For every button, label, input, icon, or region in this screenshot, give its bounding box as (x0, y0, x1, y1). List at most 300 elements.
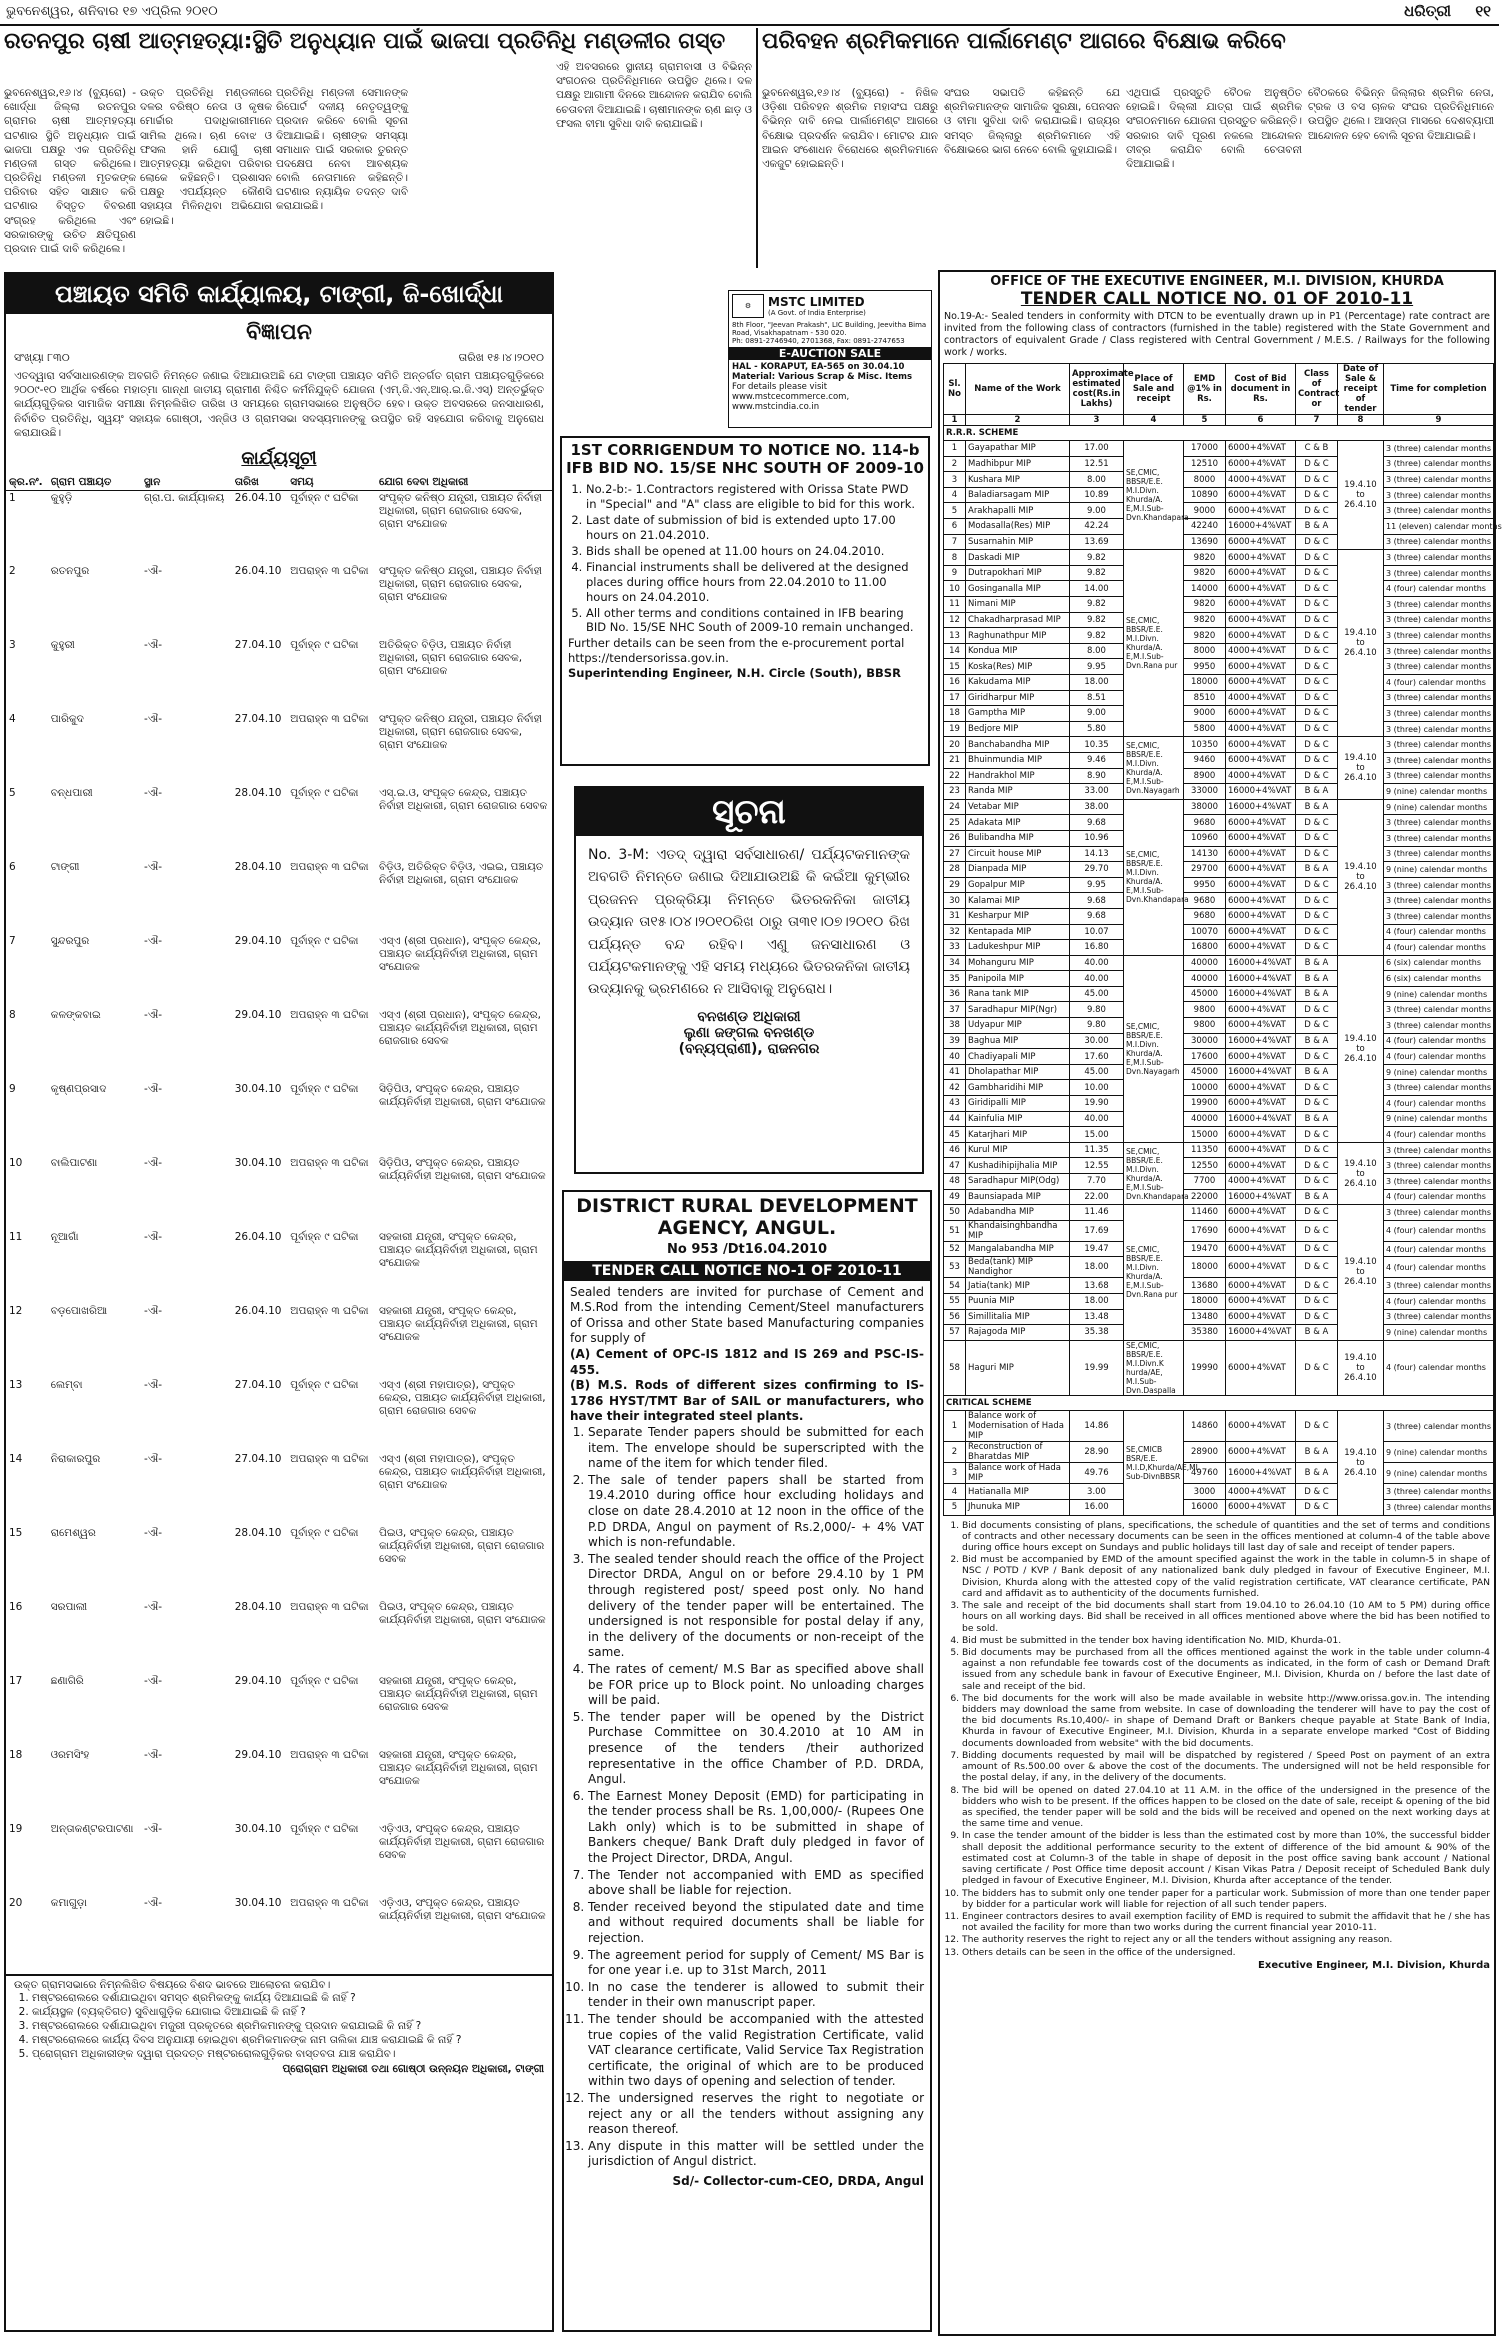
cell-time: 4 (four) calendar months (1384, 1241, 1494, 1257)
cell-cost: 18.00 (1070, 675, 1124, 691)
cell-bid: 6000+4%VAT (1226, 706, 1296, 722)
cell-cost: 15.00 (1070, 1127, 1124, 1143)
list-item: 11. The tender should be accompanied with the attested true copies of the valid Registration Certificate, valid VAT clearance certificate, Valid Service Tax Registration certificate, the original of which are to be produced within two days of opening and selection of tender. (588, 2012, 924, 2090)
schedule-cell-gp: କଳଙ୍କବାଇ (50, 1009, 101, 1022)
cell-place: SE,CMIC, BBSR/E.E. M.I.Divn. Khurda/A. E,M.I.Sub-Dvn.Khandapara (1124, 441, 1184, 550)
cell-sl: 48 (944, 1174, 966, 1190)
cell-place: SE,CMIC, BBSR/E.E. M.I.Divn. Khurda/A. E,M.I.Sub-Dvn.Rana pur (1124, 550, 1184, 737)
cell-bid: 6000+4%VAT (1226, 1411, 1296, 1442)
cell-cost: 10.07 (1070, 924, 1124, 940)
cell-sl: 2 (944, 456, 966, 472)
cell-name: Reconstruction of Bharatdas MIP (966, 1442, 1070, 1463)
cell-time: 3 (three) calendar months (1384, 659, 1494, 675)
cell-cost: 13.48 (1070, 1309, 1124, 1325)
cell-bid: 6000+4%VAT (1226, 893, 1296, 909)
emblem-icon: ⚙ (732, 294, 764, 318)
cell-emd: 10350 (1184, 737, 1226, 753)
cell-sl: 22 (944, 768, 966, 784)
cell-name: Koska(Res) MIP (966, 659, 1070, 675)
cell-sl: 4 (944, 487, 966, 503)
cell-name: Kushara MIP (966, 472, 1070, 488)
schedule-cell-official: ଅତିରିକ୍ତ ବିଡ଼ିଓ, ପଞ୍ଚାୟତ ନିର୍ବାହୀ ଅଧିକାରୀ, ଗ୍ରାମ ରୋଜଗାର ସେବକ, ଗ୍ରାମ ସଂଯୋଜକ (379, 639, 523, 678)
schedule-cell-date: 27.04.10 (234, 1453, 282, 1466)
cell-date: 19.4.10 to 26.4.10 (1338, 1340, 1384, 1395)
cell-emd: 49760 (1184, 1463, 1226, 1484)
cell-time: 4 (four) calendar months (1384, 1127, 1494, 1143)
cell-sl: 49 (944, 1189, 966, 1205)
cell-class: D & C (1296, 503, 1338, 519)
table-row (6, 564, 552, 638)
cell-class: D & C (1296, 737, 1338, 753)
cell-sl: 57 (944, 1325, 966, 1341)
schedule-cell-place: -ଐ- (143, 1601, 163, 1614)
cell-bid: 6000+4%VAT (1226, 1127, 1296, 1143)
cell-emd: 9460 (1184, 752, 1226, 768)
table-row (6, 638, 552, 712)
cell-emd: 19900 (1184, 1096, 1226, 1112)
table-row (6, 1674, 552, 1748)
cell-time: 11 (eleven) calendar months (1384, 519, 1494, 535)
story1-col4: ଏହି ଅବସରରେ ସ୍ଥାନୀୟ ଗ୍ରାମବାସୀ ଓ ବିଭିନ୍ନ ସଂଗଠନର ପ୍ରତିନିଧିମାନେ ଉପସ୍ଥିତ ଥିଲେ। ଦଳ ପକ୍ଷରୁ ଆଗାମୀ ଦିନରେ ଆନ୍ଦୋଳନ କରାଯିବ ବୋଲି ଚେତାବନୀ ଦିଆଯାଇଛି। ଚାଷୀମାନଙ୍କ ଋଣ ଛାଡ଼ ଓ ଫସଲ ବୀମା ସୁବିଧା ଦାବି କରାଯାଇଛି। (556, 61, 752, 130)
cell-name: Kakudama MIP (966, 675, 1070, 691)
schedule-cell-date: 27.04.10 (234, 639, 282, 652)
cell-name: Baghua MIP (966, 1033, 1070, 1049)
schedule-cell-n: 6 (9, 861, 16, 874)
table-row (944, 472, 1494, 488)
cell-sl: 38 (944, 1018, 966, 1034)
cell-bid: 6000+4%VAT (1226, 1442, 1296, 1463)
cell-name: Baunsiapada MIP (966, 1189, 1070, 1205)
schedule-cell-place: -ଐ- (143, 861, 163, 874)
corr-list (568, 482, 922, 635)
schedule-cell-n: 3 (9, 639, 16, 652)
cell-class: D & C (1296, 940, 1338, 956)
cell-name: Beda(tank) MIP Nandighor (966, 1257, 1070, 1278)
tender-col-number: 1 (944, 414, 966, 425)
tender-col-header: Time for completion (1384, 363, 1494, 414)
schedule-cell-place: -ଐ- (143, 1823, 163, 1836)
cell-class: D & C (1296, 534, 1338, 550)
cell-bid: 6000+4%VAT (1226, 1220, 1296, 1241)
cell-name: Nimani MIP (966, 597, 1070, 613)
cell-emd: 5800 (1184, 721, 1226, 737)
cell-class: D & C (1296, 877, 1338, 893)
cell-sl: 30 (944, 893, 966, 909)
table-row (944, 1484, 1494, 1500)
cell-time: 3 (three) calendar months (1384, 830, 1494, 846)
cell-cost: 9.68 (1070, 908, 1124, 924)
list-item: 2. The sale of tender papers shall be started from 19.4.2010 during office hour excluding holidays and close on date 28.4.2010 at 12 noon in the office of the P.D DRDA, Angul on payment of Rs.2,000/- + 4% VAT which is non-refundable. (588, 1473, 924, 1551)
list-item: 3. Bids shall be opened at 11.00 hours on 24.04.2010. (586, 544, 922, 559)
cell-sl: 41 (944, 1064, 966, 1080)
cell-sl: 34 (944, 955, 966, 971)
cell-time: 4 (four) calendar months (1384, 675, 1494, 691)
cell-emd: 40000 (1184, 1111, 1226, 1127)
cell-cost: 9.82 (1070, 597, 1124, 613)
cell-name: Kurul MIP (966, 1142, 1070, 1158)
cell-time: 3 (three) calendar months (1384, 1484, 1494, 1500)
cell-bid: 6000+4%VAT (1226, 1293, 1296, 1309)
cell-bid: 6000+4%VAT (1226, 846, 1296, 862)
cell-sl: 2 (944, 1442, 966, 1463)
schedule-cell-n: 5 (9, 787, 16, 800)
table-row (944, 487, 1494, 503)
schedule-cell-n: 15 (9, 1527, 23, 1540)
story1-col1: ଭୁବନେଶ୍ୱର,୧୬।୪ (ବ୍ୟୁରୋ) - ଖୋର୍ଦ୍ଧା ଜିଲ୍ଲା ରତନପୁର ଗ୍ରାମର ଚାଷୀ ଆତ୍ମହତ୍ୟା ଘଟଣାର ସ୍ଥିତି ଅନୁଧ୍ୟାନ ପାଇଁ ଭାଜପା ପକ୍ଷରୁ ଏକ ପ୍ରତିନିଧି ମଣ୍ଡଳୀ ଗସ୍ତ କରିଥିଲେ। ପ୍ରତିନିଧି ମଣ୍ଡଳୀ ମୃତକଙ୍କ ପରିବାର ସହିତ ସାକ୍ଷାତ କରି ଘଟଣାର ବିସ୍ତୃତ ବିବରଣୀ ସଂଗ୍ରହ କରିଥିଲେ ଏବଂ ସରକାରଙ୍କୁ ଉଚିତ କ୍ଷତିପୂରଣ ପ୍ରଦାନ ପାଇଁ ଦାବି କରିଥିଲେ। (4, 87, 136, 255)
table-row (944, 737, 1494, 753)
cell-bid: 6000+4%VAT (1226, 815, 1296, 831)
list-item: 8. The bid will be opened on dated 27.04.10 at 11 A.M. in the office of the undersigned in the presence of the bidders who wish to be present. If the offices happen to be closed on the date of sale, receipt & opening of the bid as specified, the tender paper will be sold and the bids will be received and opened on the next working days at the same time and venue. (962, 1785, 1490, 1830)
table-row (944, 1442, 1494, 1463)
table-row (944, 1142, 1494, 1158)
schedule-cell-place: -ଐ- (143, 713, 163, 726)
cell-cost: 40.00 (1070, 1111, 1124, 1127)
table-row (944, 815, 1494, 831)
cell-class: D & C (1296, 1278, 1338, 1294)
cell-sl: 3 (944, 1463, 966, 1484)
cell-name: Kentapada MIP (966, 924, 1070, 940)
list-item: 1. Separate Tender papers should be submitted for each item. The envelope should be superscripted with the name of the item for which tender filed. (588, 1425, 924, 1472)
cell-cost: 12.51 (1070, 456, 1124, 472)
cell-bid: 16000+4%VAT (1226, 1064, 1296, 1080)
schedule-col-header: ସମୟ (287, 475, 376, 491)
table-row (944, 986, 1494, 1002)
mstc-company: MSTC LIMITED (768, 295, 865, 309)
cell-bid: 4000+4%VAT (1226, 1484, 1296, 1500)
cell-cost: 9.46 (1070, 752, 1124, 768)
schedule-table (6, 475, 552, 1971)
list-item: 12. The authority reserves the right to reject any or all the tenders without assigning any reason. (962, 1934, 1490, 1945)
drda-title: DISTRICT RURAL DEVELOPMENT AGENCY, ANGUL. (576, 1195, 918, 1239)
ee-office: OFFICE OF THE EXECUTIVE ENGINEER, M.I. DIVISION, KHURDA (990, 274, 1444, 289)
drda-ref: No 953 /Dt16.04.2010 (667, 1241, 827, 1257)
cell-name: Udyapur MIP (966, 1018, 1070, 1034)
panchayat-notice (4, 272, 554, 2332)
suchana-sign1: ବନଖଣ୍ଡ ଅଧିକାରୀ (697, 1008, 801, 1025)
schedule-title: କାର୍ଯ୍ୟସୂଚୀ (241, 447, 317, 469)
panchayat-signature: ପ୍ରୋଗ୍ରାମ ଅଧିକାରୀ ତଥା ଗୋଷ୍ଠୀ ଉନ୍ନୟନ ଅଧିକାରୀ, ଟାଙ୍ଗୀ (282, 2063, 544, 2076)
cell-bid: 6000+4%VAT (1226, 1158, 1296, 1174)
cell-sl: 9 (944, 565, 966, 581)
section-row (944, 1395, 1494, 1411)
schedule-cell-gp: କୁହୁଡ଼ି (50, 491, 73, 504)
cell-time: 3 (three) calendar months (1384, 846, 1494, 862)
tender-col-number: 4 (1124, 414, 1184, 425)
cell-bid: 4000+4%VAT (1226, 690, 1296, 706)
cell-bid: 6000+4%VAT (1226, 675, 1296, 691)
cell-bid: 6000+4%VAT (1226, 737, 1296, 753)
table-row (944, 643, 1494, 659)
table-row (944, 441, 1494, 457)
table-row (944, 862, 1494, 878)
cell-emd: 19470 (1184, 1241, 1226, 1257)
cell-name: Khandaisinghbandha MIP (966, 1220, 1070, 1241)
table-row (944, 565, 1494, 581)
schedule-cell-n: 19 (9, 1823, 23, 1836)
schedule-cell-n: 20 (9, 1897, 23, 1910)
column-rule (756, 28, 758, 268)
drda-intro: Sealed tenders are invited for purchase of Cement and M.S.Rod from the intending Cement/Steel manufacturers of Orissa and other State based Manufacturing companies for supply of (570, 1284, 924, 1346)
list-item: 13. Any dispute in this matter will be settled under the jurisdiction of Angul district. (588, 2139, 924, 2170)
tender-col-header: Date of Sale & receipt of tender (1338, 363, 1384, 414)
table-row (6, 786, 552, 860)
cell-cost: 9.68 (1070, 815, 1124, 831)
table-row (6, 1378, 552, 1452)
cell-bid: 6000+4%VAT (1226, 1002, 1296, 1018)
cell-name: Bhuinmundia MIP (966, 752, 1070, 768)
cell-date: 19.4.10 to 26.4.10 (1338, 1142, 1384, 1204)
cell-sl: 19 (944, 721, 966, 737)
schedule-cell-place: -ଐ- (143, 1527, 163, 1540)
cell-sl: 12 (944, 612, 966, 628)
cell-emd: 14000 (1184, 581, 1226, 597)
cell-emd: 40000 (1184, 955, 1226, 971)
cell-class: B & A (1296, 1189, 1338, 1205)
cell-cost: 11.35 (1070, 1142, 1124, 1158)
list-item: 4. Financial instruments shall be delivered at the designed places during office hours from 22.04.2010 to 11.00 hours on 24.04.2010. (586, 560, 922, 605)
cell-class: B & A (1296, 784, 1338, 800)
cell-sl: 26 (944, 830, 966, 846)
cell-class: D & C (1296, 550, 1338, 566)
ee-tender-notice (938, 270, 1502, 2336)
list-item: 11. Engineer contractors desires to avail exemption facility of EMD is required to submit the affidavit that he / she has not availed the facility for more than two works during the current financial year 2010-11. (962, 1911, 1490, 1933)
schedule-cell-official: ପିଇଓ, ସଂପୃକ୍ତ କେନ୍ଦ୍ର, ପଞ୍ଚାୟତ କାର୍ଯ୍ୟନିର୍ବାହୀ ଅଧିକାରୀ, ଗ୍ରାମ ରୋଜଗାର ସେବକ (379, 1527, 545, 1566)
cell-class: D & C (1296, 1309, 1338, 1325)
list-item: 8. Tender received beyond the stipulated date and time and without required documents shall be liable for rejection. (588, 1900, 924, 1947)
cell-bid: 6000+4%VAT (1226, 1257, 1296, 1278)
cell-class: D & C (1296, 830, 1338, 846)
cell-time: 4 (four) calendar months (1384, 1257, 1494, 1278)
cell-name: Balance work of Modernisation of Hada MIP (966, 1411, 1070, 1442)
cell-emd: 9680 (1184, 893, 1226, 909)
list-item: 10. The bidders has to submit only one tender paper for a particular work. Submission of more than one tender paper by bidder for a particular work will liable for rejection of all such tender papers. (962, 1888, 1490, 1910)
mstc-address: 8th Floor, "Jeevan Prakash", LIC Building, Jeevitha Bima Road, Visakhapatnam - 530 020. (732, 321, 927, 337)
schedule-cell-n: 16 (9, 1601, 23, 1614)
cell-sl: 37 (944, 1002, 966, 1018)
cell-name: Puunia MIP (966, 1293, 1070, 1309)
cell-class: B & A (1296, 955, 1338, 971)
table-row (944, 1189, 1494, 1205)
schedule-cell-gp: ନିରାକାରପୁର (50, 1453, 101, 1466)
cell-name: Raghunathpur MIP (966, 628, 1070, 644)
table-row (944, 706, 1494, 722)
list-item: 3. The sale and receipt of the bid documents shall start from 19.04.10 to 26.04.10 (10 AM to 5 PM) during office hours on all working days. Bid shall be received in all offices mentioned above where the bid has been notified to be sold. (962, 1600, 1490, 1634)
drda-item-a: (A) Cement of OPC-IS 1812 and IS 269 and PSC-IS-455. (570, 1347, 924, 1377)
cell-cost: 14.00 (1070, 581, 1124, 597)
cell-bid: 6000+4%VAT (1226, 940, 1296, 956)
cell-sl: 53 (944, 1257, 966, 1278)
cell-time: 6 (six) calendar months (1384, 955, 1494, 971)
table-row (944, 940, 1494, 956)
cell-sl: 4 (944, 1484, 966, 1500)
panchayat-intro: ଏତଦ୍ୱାରା ସର୍ବସାଧାରଣଙ୍କ ଅବଗତି ନିମନ୍ତେ ଜଣାଇ ଦିଆଯାଉଅଛି ଯେ ଟାଙ୍ଗୀ ପଞ୍ଚାୟତ ସମିତି ଅନ୍ତର୍ଗତ ଗ୍ରାମ ପଞ୍ଚାୟତଗୁଡ଼ିକରେ ୨୦୦୯-୧୦ ଆର୍ଥିକ ବର୍ଷରେ ମହାତ୍ମା ଗାନ୍ଧୀ ଜାତୀୟ ଗ୍ରାମୀଣ ନିଶ୍ଚିତ କର୍ମନିଯୁକ୍ତି ଯୋଜନା (ଏମ୍.ଜି.ଏନ୍.ଆର୍.ଇ.ଜି.ଏସ୍) ଅନ୍ତର୍ଭୁକ୍ତ କାର୍ଯ୍ୟଗୁଡ଼ିକର ସାମାଜିକ ସମୀକ୍ଷା ନିମ୍ନଲିଖିତ ତାରିଖ ଓ ସମୟରେ ଗ୍ରାମସଭାରେ ଅନୁଷ୍ଠିତ ହେବ। ଉକ୍ତ ଅବସରରେ ଜନସାଧାରଣ, ନିର୍ବାଚିତ ପ୍ରତିନିଧି, ସ୍ୱୟଂ ସହାୟକ ଗୋଷ୍ଠୀ, ଏନ୍‌ଜିଓ ଓ ଗ୍ରାମସଭା ସଦସ୍ୟମାନଙ୍କୁ ଉପସ୍ଥିତ ରହି ସହଯୋଗ କରିବାକୁ ଅନୁରୋଧ କରାଯାଉଛି। (14, 370, 544, 439)
cell-name: Daskadi MIP (966, 550, 1070, 566)
cell-emd: 18000 (1184, 675, 1226, 691)
cell-class: D & C (1296, 1142, 1338, 1158)
cell-time: 3 (three) calendar months (1384, 456, 1494, 472)
schedule-cell-time: ଅପରାହ୍ନ ୩ ଘଟିକା (290, 1157, 369, 1170)
cell-bid: 6000+4%VAT (1226, 628, 1296, 644)
table-row (944, 1158, 1494, 1174)
cell-sl: 1 (944, 441, 966, 457)
schedule-cell-time: ଅପରାହ୍ନ ୩ ଘଟିକା (290, 1749, 369, 1762)
cell-sl: 42 (944, 1080, 966, 1096)
cell-date: 19.4.10 to 26.4.10 (1338, 799, 1384, 955)
cell-sl: 56 (944, 1309, 966, 1325)
table-row (944, 628, 1494, 644)
cell-class: D & C (1296, 1499, 1338, 1515)
story2-headline: ପରିବହନ ଶ୍ରମିକମାନେ ପାର୍ଲାମେଣ୍ଟ ଆଗରେ ବିକ୍ଷୋଭ କରିବେ (762, 29, 1286, 54)
table-row (944, 1064, 1494, 1080)
ee-notes-list (944, 1520, 1490, 1958)
cell-time: 9 (nine) calendar months (1384, 1064, 1494, 1080)
schedule-cell-time: ଅପରାହ୍ନ ୩ ଘଟିକା (290, 565, 369, 578)
table-row (944, 752, 1494, 768)
cell-sl: 16 (944, 675, 966, 691)
cell-emd: 10890 (1184, 487, 1226, 503)
list-item: 10. In no case the tenderer is allowed to submit their tender in their own manuscript paper. (588, 1980, 924, 2011)
cell-bid: 6000+4%VAT (1226, 1018, 1296, 1034)
schedule-cell-n: 4 (9, 713, 16, 726)
cell-class: D & C (1296, 1127, 1338, 1143)
table-row (6, 1230, 552, 1304)
cell-class: B & A (1296, 1325, 1338, 1341)
cell-emd: 9000 (1184, 706, 1226, 722)
schedule-cell-date: 28.04.10 (234, 1601, 282, 1614)
cell-class: D & C (1296, 1241, 1338, 1257)
cell-emd: 11460 (1184, 1205, 1226, 1221)
cell-cost: 19.90 (1070, 1096, 1124, 1112)
cell-cost: 16.00 (1070, 1499, 1124, 1515)
cell-emd: 9820 (1184, 550, 1226, 566)
cell-time: 9 (nine) calendar months (1384, 862, 1494, 878)
cell-time: 3 (three) calendar months (1384, 1309, 1494, 1325)
cell-sl: 5 (944, 1499, 966, 1515)
cell-emd: 9820 (1184, 565, 1226, 581)
cell-sl: 52 (944, 1241, 966, 1257)
cell-time: 3 (three) calendar months (1384, 1080, 1494, 1096)
cell-time: 4 (four) calendar months (1384, 1033, 1494, 1049)
tender-col-header: Approximate estimated cost(Rs.in Lakhs) (1070, 363, 1124, 414)
cell-cost: 8.51 (1070, 690, 1124, 706)
cell-time: 3 (three) calendar months (1384, 815, 1494, 831)
schedule-col-header: କ୍ର.ନଂ. (6, 475, 48, 491)
cell-sl: 1 (944, 1411, 966, 1442)
ee-intro: No.19-A:- Sealed tenders in conformity with DTCN to be eventually drawn up in P1 (Percentage) rate contract are invited from the following class of contractors (furnished in the table) registered with the State Government and contractors of equivalent Grade / Class registered with Central Government / M.E.S. / Railways for the following work / works. (944, 311, 1490, 358)
cell-bid: 6000+4%VAT (1226, 908, 1296, 924)
cell-cost: 14.13 (1070, 846, 1124, 862)
cell-time: 3 (three) calendar months (1384, 1411, 1494, 1442)
mstc-line1: HAL - KORAPUT, EA-565 on 30.04.10 Material: Various Scrap & Misc. Items (732, 362, 913, 382)
cell-emd: 9950 (1184, 877, 1226, 893)
cell-name: Madhibpur MIP (966, 456, 1070, 472)
cell-cost: 28.90 (1070, 1442, 1124, 1463)
cell-emd: 9680 (1184, 815, 1226, 831)
table-row (6, 860, 552, 934)
cell-sl: 18 (944, 706, 966, 722)
schedule-col-header: ଯୋଗ ଦେବା ଅଧିକାରୀ (376, 475, 552, 491)
cell-class: B & A (1296, 1463, 1338, 1484)
table-row (6, 934, 552, 1008)
cell-emd: 17690 (1184, 1220, 1226, 1241)
schedule-cell-place: -ଐ- (143, 639, 163, 652)
schedule-cell-place: -ଐ- (143, 1379, 163, 1392)
cell-name: Circuit house MIP (966, 846, 1070, 862)
schedule-cell-official: ବିଡ଼ିଓ, ଅତିରିକ୍ତ ବିଡ଼ିଓ, ଏଇଇ, ପଞ୍ଚାୟତ ନିର୍ବାହୀ ଅଧିକାରୀ, ଗ୍ରାମ ସଂଯୋଜକ (379, 861, 544, 887)
schedule-cell-time: ଅପରାହ୍ନ ୩ ଘଟିକା (290, 861, 369, 874)
schedule-cell-n: 7 (9, 935, 16, 948)
dateline: ଭୁବନେଶ୍ୱର, ଶନିବାର ୧୭ ଏପ୍ରିଲ ୨୦୧୦ (6, 4, 218, 19)
tender-col-number: 6 (1226, 414, 1296, 425)
cell-time: 3 (three) calendar months (1384, 550, 1494, 566)
cell-date: 19.4.10 to 26.4.10 (1338, 550, 1384, 737)
schedule-cell-place: -ଐ- (143, 1157, 163, 1170)
cell-sl: 51 (944, 1220, 966, 1241)
table-row (944, 597, 1494, 613)
cell-bid: 4000+4%VAT (1226, 768, 1296, 784)
cell-class: D & C (1296, 597, 1338, 613)
table-row (944, 1096, 1494, 1112)
schedule-cell-official: ସହକାରୀ ଯନ୍ତ୍ରୀ, ସଂପୃକ୍ତ କେନ୍ଦ୍ର, ପଞ୍ଚାୟତ କାର୍ଯ୍ୟନିର୍ବାହୀ ଅଧିକାରୀ, ଗ୍ରାମ ସଂଯୋଜକ (379, 1305, 538, 1344)
table-row (6, 490, 552, 564)
cell-time: 3 (three) calendar months (1384, 1499, 1494, 1515)
cell-sl: 35 (944, 971, 966, 987)
cell-time: 3 (three) calendar months (1384, 752, 1494, 768)
schedule-cell-place: -ଐ- (143, 1675, 163, 1688)
schedule-cell-date: 28.04.10 (234, 1527, 282, 1540)
list-item: 2. କାର୍ଯ୍ୟସ୍ଥଳ (ବ୍ୟକ୍ତିଗତ) ସୁବିଧାଗୁଡ଼ିକ ଯୋଗାଇ ଦିଆଯାଇଛି କି ନାହିଁ ? (32, 2006, 544, 2019)
cell-time: 4 (four) calendar months (1384, 581, 1494, 597)
cell-sl: 5 (944, 503, 966, 519)
cell-cost: 18.00 (1070, 1293, 1124, 1309)
cell-name: Haguri MIP (966, 1340, 1070, 1395)
cell-bid: 4000+4%VAT (1226, 472, 1296, 488)
cell-bid: 16000+4%VAT (1226, 784, 1296, 800)
cell-class: B & A (1296, 1064, 1338, 1080)
cell-bid: 6000+4%VAT (1226, 1142, 1296, 1158)
cell-sl: 54 (944, 1278, 966, 1294)
cell-name: Mohanguru MIP (966, 955, 1070, 971)
story1-col2: ଉକ୍ତ ପ୍ରତିନିଧି ମଣ୍ଡଳୀରେ ଦଳର ବରିଷ୍ଠ ନେତା ଓ କୃଷକ ମୋର୍ଚ୍ଚାର ପଦାଧିକାରୀମାନେ ସାମିଲ ଥିଲେ। ଋଣ ବୋଝ ଓ ଫସଲ ହାନି ଯୋଗୁଁ ଚାଷୀ ଆତ୍ମହତ୍ୟା କରିଥିବା ପରିବାର ଲୋକେ କହିଛନ୍ତି। ପ୍ରଶାସନ ପକ୍ଷରୁ ଏପର୍ଯ୍ୟନ୍ତ କୌଣସି ସହାୟତା ମିଳିନଥିବା ଅଭିଯୋଗ ହୋଇଛି। (140, 87, 272, 227)
cell-time: 3 (three) calendar months (1384, 612, 1494, 628)
schedule-cell-place: -ଐ- (143, 935, 163, 948)
cell-name: Kesharpur MIP (966, 908, 1070, 924)
schedule-cell-official: ସହକାରୀ ଯନ୍ତ୍ରୀ, ସଂପୃକ୍ତ କେନ୍ଦ୍ର, ପଞ୍ଚାୟତ କାର୍ଯ୍ୟନିର୍ବାହୀ ଅଧିକାରୀ, ଗ୍ରାମ ରୋଜଗାର ସେବକ (379, 1675, 538, 1714)
table-row (6, 1526, 552, 1600)
schedule-cell-place: ଗ୍ରା.ପ. କାର୍ଯ୍ୟାଳୟ (143, 491, 225, 504)
cell-name: Dholapathar MIP (966, 1064, 1070, 1080)
drda-notice (562, 1190, 932, 2332)
cell-class: D & C (1296, 1174, 1338, 1190)
schedule-cell-date: 26.04.10 (234, 491, 282, 504)
cell-class: D & C (1296, 846, 1338, 862)
cell-cost: 19.99 (1070, 1340, 1124, 1395)
cell-sl: 21 (944, 752, 966, 768)
cell-cost: 12.55 (1070, 1158, 1124, 1174)
cell-emd: 11350 (1184, 1142, 1226, 1158)
schedule-cell-official: ସଂପୃକ୍ତ କନିଷ୍ଠ ଯନ୍ତ୍ରୀ, ପଞ୍ଚାୟତ ନିର୍ବାହୀ ଅଧିକାରୀ, ଗ୍ରାମ ରୋଜଗାର ସେବକ, ଗ୍ରାମ ସଂଯୋଜକ (379, 491, 542, 530)
cell-name: Gayapathar MIP (966, 441, 1070, 457)
cell-name: Jhunuka MIP (966, 1499, 1070, 1515)
cell-name: Banchabandha MIP (966, 737, 1070, 753)
table-row (944, 1325, 1494, 1341)
cell-sl: 24 (944, 799, 966, 815)
schedule-cell-n: 17 (9, 1675, 23, 1688)
schedule-cell-time: ଅପରାହ୍ନ ୩ ଘଟିକା (290, 1305, 369, 1318)
cell-emd: 3000 (1184, 1484, 1226, 1500)
table-row (944, 1111, 1494, 1127)
schedule-cell-time: ପୂର୍ବାହ୍ନ ୯ ଘଟିକା (290, 787, 359, 800)
